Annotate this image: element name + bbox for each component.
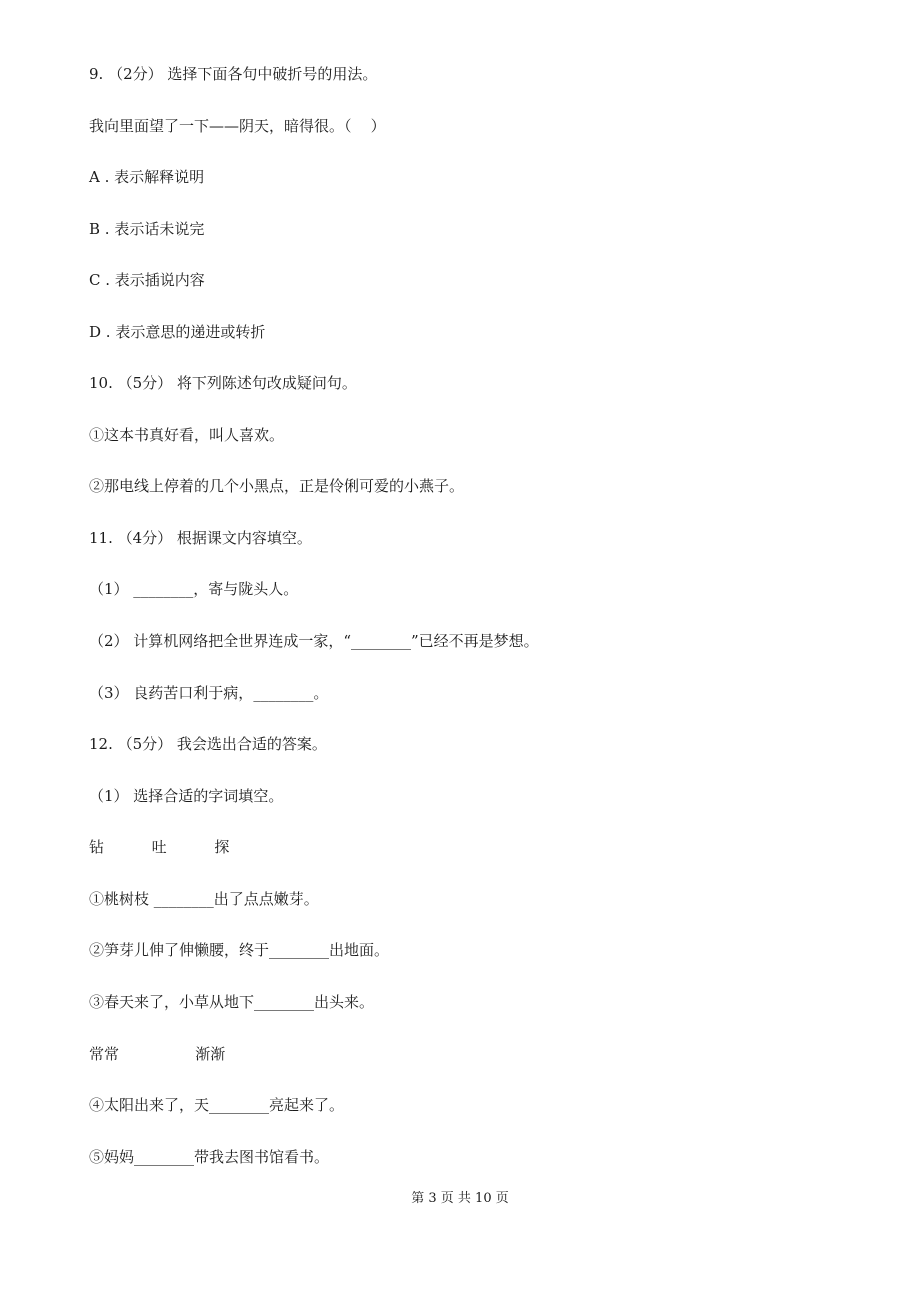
q10-item-1: ①这本书真好看，叫人喜欢。 (89, 426, 285, 444)
q12-item-1: ①桃树枝 ________出了点点嫩芽。 (89, 890, 319, 908)
q12-item-3: ③春天来了，小草从地下________出头来。 (89, 993, 375, 1011)
q11-title: 11. （4分） 根据课文内容填空。 (89, 529, 312, 547)
q12-item-4: ④太阳出来了，天________亮起来了。 (89, 1096, 345, 1114)
q12-title: 12. （5分） 我会选出合适的答案。 (89, 735, 327, 753)
q9-title: 9. （2分） 选择下面各句中破折号的用法。 (89, 65, 378, 83)
q9-option-b: B . 表示话未说完 (89, 220, 205, 238)
q9-sentence: 我向里面望了一下——阴天，暗得很。（ ） (89, 117, 386, 135)
q9-option-a: A . 表示解释说明 (89, 168, 205, 186)
q12-word-choices-2: 常常 渐渐 (89, 1045, 226, 1063)
q10-title: 10. （5分） 将下列陈述句改成疑问句。 (89, 374, 357, 392)
q12-word-choices-1: 钻 吐 探 (89, 838, 230, 856)
q12-sub-1: （1） 选择合适的字词填空。 (89, 787, 284, 805)
q12-item-2: ②笋芽儿伸了伸懒腰，终于________出地面。 (89, 941, 390, 959)
q9-option-c: C . 表示插说内容 (89, 271, 205, 289)
q11-item-2: （2） 计算机网络把全世界连成一家，“________”已经不再是梦想。 (89, 632, 539, 650)
page-footer: 第 3 页 共 10 页 (411, 1191, 509, 1206)
q9-option-d: D . 表示意思的递进或转折 (89, 323, 266, 341)
q10-item-2: ②那电线上停着的几个小黑点，正是伶俐可爱的小燕子。 (89, 477, 465, 495)
q11-item-3: （3） 良药苦口利于病，________。 (89, 684, 329, 702)
q11-item-1: （1） ________，寄与陇头人。 (89, 580, 299, 598)
q12-item-5: ⑤妈妈________带我去图书馆看书。 (89, 1148, 330, 1166)
